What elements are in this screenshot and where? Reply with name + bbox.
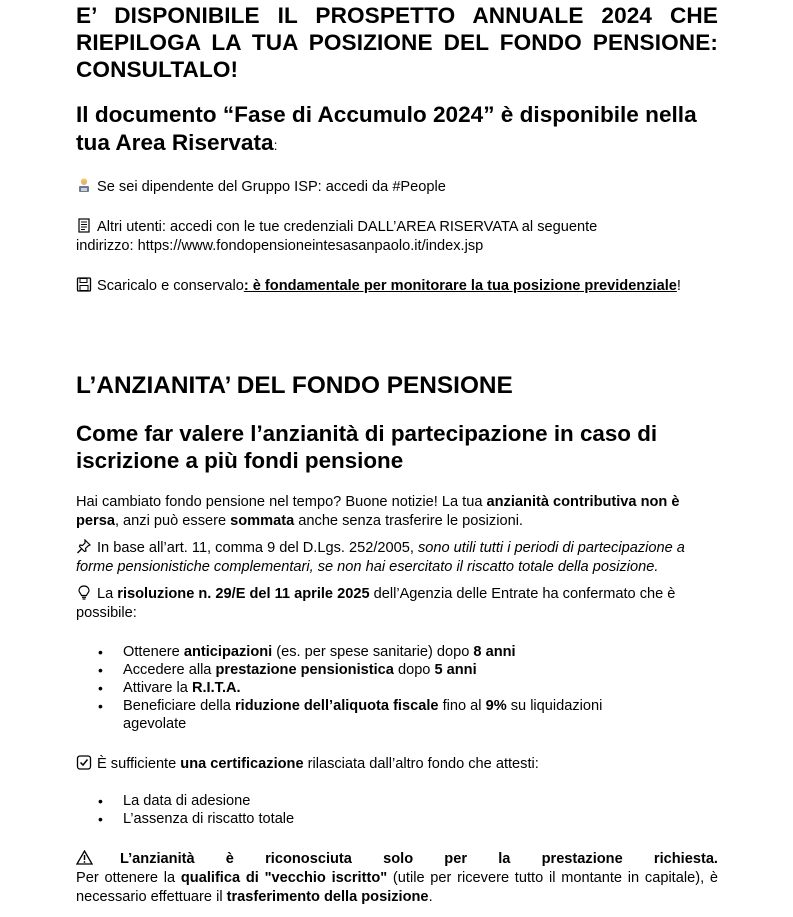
other-users-text-1: Altri utenti: accedi con le tue credenziali DALL’AREA RISERVATA al seguente [97,219,598,235]
other-users-text-2: indirizzo: https://www.fondopensioneintesasanpaolo.it/index.jsp [76,238,484,254]
document-title [76,101,718,159]
list-item: • L’assenza di riscatto totale [76,810,718,828]
list-item: • Accedere alla prestazione pensionistica dopo 5 anni [76,661,718,679]
intro-text-c: , anzi può essere [114,513,231,529]
intro-text-d: sommata [230,513,295,529]
save-line [76,277,718,296]
warning-text-e: trasferimento della posizione [226,889,429,905]
intro-text-a: Hai cambiato fondo pensione nel tempo? Buone notizie! La tua [76,494,487,510]
res-text-c: dell’Agenzia delle Entrate ha confermato che è possibile: [76,586,676,621]
cert-text-c: rilasciata dall’altro fondo che attesti: [303,756,539,772]
warning-icon [76,850,92,865]
checkbox-checked-icon [76,755,92,770]
warning-line-1 [76,850,718,869]
isp-access-line [76,178,718,197]
other-users-line [76,218,718,256]
list-item: • Ottenere anticipazioni (es. per spese sanitarie) dopo 8 anni [76,643,718,661]
intro-paragraph [76,493,718,531]
section-subtitle: Come far valere l’anzianità di partecipazione in caso di iscrizione a più fondi pensione [76,421,658,473]
document-title-colon: : [273,137,278,153]
list-item: • Attivare la R.I.T.A. [76,679,718,697]
warning-text-d: (utile per ricevere tutto il montante in capitale), è necessario effettuare il [76,870,718,905]
cert-text-b: una certificazione [180,756,304,772]
benefits-list [76,643,718,733]
employee-icon [76,178,92,193]
floppy-disk-icon [76,277,92,292]
lightbulb-icon [76,585,92,600]
res-text-a: La [97,586,118,602]
certification-paragraph [76,755,718,774]
isp-access-text: Se sei dipendente del Gruppo ISP: accedi da #People [97,179,446,195]
list-item: • La data di adesione [76,792,718,810]
warning-paragraph [76,850,718,907]
section-title: L’ANZIANITA’ DEL FONDO PENSIONE [76,372,513,399]
law-text-a: In base all’art. 11, comma 9 del D.Lgs. 252/2005, [97,540,418,556]
warning-text-b: Per ottenere la [76,870,181,886]
resolution-paragraph [76,585,718,623]
save-text: Scaricalo e conservalo [97,278,244,294]
res-text-b: risoluzione n. 29/E del 11 aprile 2025 [117,586,370,602]
document-icon [76,218,92,233]
intro-text-b: anzianità contributiva non è persa [76,494,680,529]
law-paragraph [76,539,718,577]
save-end: ! [676,278,681,294]
list-item: • Beneficiare della riduzione dell’aliquota fiscale fino al 9% su liquidazioni agevolate [76,697,718,733]
cert-text-a: È sufficiente [97,756,181,772]
warning-text-c: qualifica di "vecchio iscritto" [180,870,388,886]
warning-text-a: L’anzianità è riconosciuta solo per la prestazione richiesta. [120,851,718,867]
banner-title: E’ DISPONIBILE IL PROSPETTO ANNUALE 2024 CHE RIEPILOGA LA TUA POSIZIONE DEL FONDO PENSIONE: CONSULTALO! [76,3,718,82]
pushpin-icon [76,539,92,554]
save-emphasis: : è fondamentale per monitorare la tua posizione previdenziale [243,278,677,294]
intro-text-e: anche senza trasferire le posizioni. [294,513,523,529]
certification-list [76,792,718,828]
document-title-text: Il documento “Fase di Accumulo 2024” è disponibile nella tua Area Riservata [76,102,697,155]
law-text-b: sono utili tutti i periodi di partecipazione a forme pensionistiche complementari, se non hai esercitato il riscatto totale della posizione. [76,540,685,575]
warning-text-f: . [428,889,433,905]
warning-line-2 [76,869,718,907]
